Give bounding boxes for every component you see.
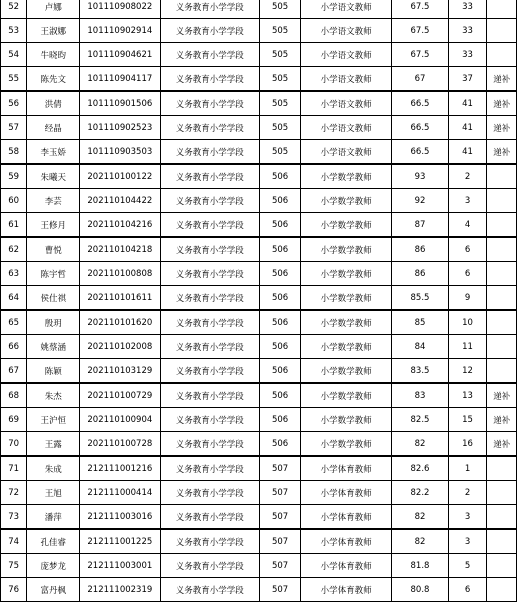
exam-id-cell: 212111002319: [80, 578, 160, 602]
exam-id-cell: 202110101611: [80, 286, 160, 311]
rank-cell: 6: [448, 262, 487, 286]
score-cell: 85.5: [392, 286, 448, 311]
row-number-cell: 54: [1, 43, 27, 67]
exam-id-cell: 202110101620: [80, 310, 160, 335]
rank-cell: 41: [448, 91, 487, 116]
post-name-cell: 小学数学教师: [301, 213, 392, 238]
post-name-cell: 小学数学教师: [301, 432, 392, 457]
table-row: [1, 310, 517, 335]
table-row: [1, 286, 517, 311]
note-cell: 递补: [487, 91, 517, 116]
table-row: [1, 116, 517, 140]
note-cell: [487, 286, 517, 311]
row-number-cell: 64: [1, 286, 27, 311]
exam-id-cell: 212111001216: [80, 456, 160, 481]
rank-cell: 3: [448, 529, 487, 554]
note-cell: [487, 529, 517, 554]
row-number-cell: 57: [1, 116, 27, 140]
post-name-cell: 小学数学教师: [301, 262, 392, 286]
school-stage-cell: 义务教育小学学段: [160, 237, 260, 262]
candidate-name-cell: 陈颖: [27, 359, 80, 384]
rank-cell: 6: [448, 237, 487, 262]
table-row: [1, 164, 517, 189]
rank-cell: 6: [448, 578, 487, 602]
note-cell: [487, 213, 517, 238]
note-cell: [487, 310, 517, 335]
score-cell: 86: [392, 237, 448, 262]
exam-id-cell: 202110100728: [80, 432, 160, 457]
candidate-name-cell: 王修月: [27, 213, 80, 238]
school-stage-cell: 义务教育小学学段: [160, 43, 260, 67]
score-cell: 66.5: [392, 91, 448, 116]
post-code-cell: 505: [260, 0, 301, 19]
post-code-cell: 506: [260, 310, 301, 335]
candidate-name-cell: 陈先文: [27, 67, 80, 92]
note-cell: [487, 335, 517, 359]
post-code-cell: 506: [260, 164, 301, 189]
post-code-cell: 506: [260, 213, 301, 238]
exam-id-cell: 101110903503: [80, 140, 160, 165]
table-row: [1, 383, 517, 408]
post-code-cell: 506: [260, 189, 301, 213]
row-number-cell: 62: [1, 237, 27, 262]
table-row: [1, 456, 517, 481]
rank-cell: 5: [448, 554, 487, 578]
note-cell: [487, 189, 517, 213]
note-cell: [487, 359, 517, 384]
post-code-cell: 506: [260, 408, 301, 432]
row-number-cell: 75: [1, 554, 27, 578]
post-code-cell: 507: [260, 554, 301, 578]
rank-cell: 33: [448, 0, 487, 19]
school-stage-cell: 义务教育小学学段: [160, 335, 260, 359]
score-cell: 82.2: [392, 481, 448, 505]
exam-id-cell: 101110908022: [80, 0, 160, 19]
post-code-cell: 505: [260, 67, 301, 92]
school-stage-cell: 义务教育小学学段: [160, 286, 260, 311]
candidate-name-cell: 孔佳睿: [27, 529, 80, 554]
school-stage-cell: 义务教育小学学段: [160, 310, 260, 335]
exam-id-cell: 202110104216: [80, 213, 160, 238]
exam-id-cell: 212111003016: [80, 505, 160, 530]
exam-id-cell: 202110103129: [80, 359, 160, 384]
rank-cell: 16: [448, 432, 487, 457]
candidate-name-cell: 朱杰: [27, 383, 80, 408]
post-code-cell: 505: [260, 140, 301, 165]
candidate-name-cell: 富丹枫: [27, 578, 80, 602]
table-row: [1, 432, 517, 457]
post-name-cell: 小学语文教师: [301, 67, 392, 92]
rank-cell: 33: [448, 19, 487, 43]
candidate-name-cell: 王淑娜: [27, 19, 80, 43]
candidate-name-cell: 李芸: [27, 189, 80, 213]
note-cell: 递补: [487, 408, 517, 432]
candidate-name-cell: 朱成: [27, 456, 80, 481]
candidate-name-cell: 姚蔡涵: [27, 335, 80, 359]
post-name-cell: 小学数学教师: [301, 189, 392, 213]
score-cell: 82: [392, 529, 448, 554]
school-stage-cell: 义务教育小学学段: [160, 456, 260, 481]
post-code-cell: 507: [260, 529, 301, 554]
post-name-cell: 小学体育教师: [301, 529, 392, 554]
school-stage-cell: 义务教育小学学段: [160, 432, 260, 457]
score-cell: 87: [392, 213, 448, 238]
post-code-cell: 507: [260, 481, 301, 505]
school-stage-cell: 义务教育小学学段: [160, 481, 260, 505]
rank-cell: 9: [448, 286, 487, 311]
exam-id-cell: 202110100122: [80, 164, 160, 189]
rank-cell: 12: [448, 359, 487, 384]
note-cell: [487, 0, 517, 19]
post-code-cell: 506: [260, 286, 301, 311]
rank-cell: 33: [448, 43, 487, 67]
rank-cell: 10: [448, 310, 487, 335]
school-stage-cell: 义务教育小学学段: [160, 359, 260, 384]
post-name-cell: 小学语文教师: [301, 116, 392, 140]
post-code-cell: 506: [260, 262, 301, 286]
score-cell: 67.5: [392, 19, 448, 43]
score-cell: 82: [392, 505, 448, 530]
post-name-cell: 小学数学教师: [301, 310, 392, 335]
table-row: [1, 529, 517, 554]
score-cell: 84: [392, 335, 448, 359]
note-cell: 递补: [487, 140, 517, 165]
row-number-cell: 73: [1, 505, 27, 530]
school-stage-cell: 义务教育小学学段: [160, 505, 260, 530]
row-number-cell: 55: [1, 67, 27, 92]
rank-cell: 37: [448, 67, 487, 92]
candidate-name-cell: 王沪恒: [27, 408, 80, 432]
score-cell: 85: [392, 310, 448, 335]
post-name-cell: 小学数学教师: [301, 383, 392, 408]
post-name-cell: 小学体育教师: [301, 505, 392, 530]
score-cell: 93: [392, 164, 448, 189]
candidate-name-cell: 王露: [27, 432, 80, 457]
table-row: [1, 237, 517, 262]
post-name-cell: 小学体育教师: [301, 456, 392, 481]
note-cell: 递补: [487, 67, 517, 92]
score-cell: 66.5: [392, 140, 448, 165]
score-cell: 67: [392, 67, 448, 92]
row-number-cell: 74: [1, 529, 27, 554]
post-name-cell: 小学语文教师: [301, 19, 392, 43]
candidate-name-cell: 卢娜: [27, 0, 80, 19]
score-cell: 82: [392, 432, 448, 457]
rank-cell: 41: [448, 140, 487, 165]
exam-id-cell: 212111000414: [80, 481, 160, 505]
candidate-name-cell: 朱曦天: [27, 164, 80, 189]
rank-cell: 15: [448, 408, 487, 432]
post-code-cell: 505: [260, 43, 301, 67]
score-cell: 80.8: [392, 578, 448, 602]
school-stage-cell: 义务教育小学学段: [160, 213, 260, 238]
row-number-cell: 66: [1, 335, 27, 359]
exam-id-cell: 202110100729: [80, 383, 160, 408]
table-row: [1, 189, 517, 213]
post-name-cell: 小学数学教师: [301, 335, 392, 359]
post-name-cell: 小学数学教师: [301, 286, 392, 311]
candidate-name-cell: 洪倩: [27, 91, 80, 116]
post-name-cell: 小学语文教师: [301, 91, 392, 116]
exam-id-cell: 202110102008: [80, 335, 160, 359]
rank-cell: 3: [448, 189, 487, 213]
table-row: [1, 67, 517, 92]
school-stage-cell: 义务教育小学学段: [160, 408, 260, 432]
school-stage-cell: 义务教育小学学段: [160, 140, 260, 165]
table-row: [1, 140, 517, 165]
post-code-cell: 507: [260, 456, 301, 481]
table-row: [1, 505, 517, 530]
row-number-cell: 63: [1, 262, 27, 286]
exam-id-cell: 202110104218: [80, 237, 160, 262]
exam-id-cell: 212111003001: [80, 554, 160, 578]
candidate-name-cell: 侯仕祺: [27, 286, 80, 311]
exam-id-cell: 101110904117: [80, 67, 160, 92]
post-name-cell: 小学数学教师: [301, 237, 392, 262]
post-name-cell: 小学语文教师: [301, 0, 392, 19]
candidate-name-cell: 王旭: [27, 481, 80, 505]
note-cell: 递补: [487, 432, 517, 457]
school-stage-cell: 义务教育小学学段: [160, 91, 260, 116]
exam-id-cell: 101110904621: [80, 43, 160, 67]
row-number-cell: 59: [1, 164, 27, 189]
exam-id-cell: 101110902523: [80, 116, 160, 140]
post-name-cell: 小学语文教师: [301, 43, 392, 67]
note-cell: [487, 505, 517, 530]
score-cell: 66.5: [392, 116, 448, 140]
candidate-name-cell: 曹悦: [27, 237, 80, 262]
row-number-cell: 68: [1, 383, 27, 408]
note-cell: [487, 554, 517, 578]
note-cell: [487, 481, 517, 505]
exam-id-cell: 202110104422: [80, 189, 160, 213]
rank-cell: 4: [448, 213, 487, 238]
note-cell: [487, 262, 517, 286]
row-number-cell: 69: [1, 408, 27, 432]
school-stage-cell: 义务教育小学学段: [160, 67, 260, 92]
table-row: [1, 262, 517, 286]
rank-cell: 2: [448, 164, 487, 189]
post-name-cell: 小学体育教师: [301, 554, 392, 578]
post-name-cell: 小学体育教师: [301, 481, 392, 505]
score-cell: 67.5: [392, 0, 448, 19]
table-row: [1, 359, 517, 384]
rank-cell: 11: [448, 335, 487, 359]
post-code-cell: 507: [260, 505, 301, 530]
table-row: [1, 408, 517, 432]
post-name-cell: 小学体育教师: [301, 578, 392, 602]
school-stage-cell: 义务教育小学学段: [160, 554, 260, 578]
rank-cell: 3: [448, 505, 487, 530]
note-cell: [487, 456, 517, 481]
school-stage-cell: 义务教育小学学段: [160, 189, 260, 213]
table-row: [1, 43, 517, 67]
candidate-name-cell: 陈宇哲: [27, 262, 80, 286]
row-number-cell: 70: [1, 432, 27, 457]
note-cell: [487, 43, 517, 67]
score-cell: 82.5: [392, 408, 448, 432]
table-row: [1, 335, 517, 359]
candidate-name-cell: 殷玥: [27, 310, 80, 335]
post-name-cell: 小学语文教师: [301, 140, 392, 165]
post-code-cell: 506: [260, 432, 301, 457]
school-stage-cell: 义务教育小学学段: [160, 19, 260, 43]
table-row: [1, 0, 517, 19]
row-number-cell: 72: [1, 481, 27, 505]
note-cell: [487, 578, 517, 602]
rank-cell: 13: [448, 383, 487, 408]
exam-id-cell: 202110100808: [80, 262, 160, 286]
post-code-cell: 506: [260, 237, 301, 262]
post-code-cell: 506: [260, 359, 301, 384]
table-row: [1, 91, 517, 116]
table-row: [1, 19, 517, 43]
post-name-cell: 小学数学教师: [301, 164, 392, 189]
candidate-name-cell: 牛晓昀: [27, 43, 80, 67]
school-stage-cell: 义务教育小学学段: [160, 578, 260, 602]
post-name-cell: 小学数学教师: [301, 408, 392, 432]
score-cell: 86: [392, 262, 448, 286]
post-code-cell: 507: [260, 578, 301, 602]
roster-body: [1, 0, 517, 602]
exam-id-cell: 101110901506: [80, 91, 160, 116]
rank-cell: 2: [448, 481, 487, 505]
rank-cell: 41: [448, 116, 487, 140]
school-stage-cell: 义务教育小学学段: [160, 262, 260, 286]
note-cell: 递补: [487, 383, 517, 408]
row-number-cell: 61: [1, 213, 27, 238]
row-number-cell: 76: [1, 578, 27, 602]
school-stage-cell: 义务教育小学学段: [160, 383, 260, 408]
score-cell: 81.8: [392, 554, 448, 578]
row-number-cell: 52: [1, 0, 27, 19]
row-number-cell: 65: [1, 310, 27, 335]
candidate-name-cell: 李玉娇: [27, 140, 80, 165]
exam-id-cell: 202110100904: [80, 408, 160, 432]
note-cell: 递补: [487, 116, 517, 140]
post-code-cell: 505: [260, 19, 301, 43]
post-code-cell: 506: [260, 335, 301, 359]
table-row: [1, 578, 517, 602]
school-stage-cell: 义务教育小学学段: [160, 164, 260, 189]
note-cell: [487, 164, 517, 189]
note-cell: [487, 237, 517, 262]
note-cell: [487, 19, 517, 43]
candidate-name-cell: 庞梦龙: [27, 554, 80, 578]
row-number-cell: 56: [1, 91, 27, 116]
row-number-cell: 60: [1, 189, 27, 213]
score-cell: 83.5: [392, 359, 448, 384]
post-name-cell: 小学数学教师: [301, 359, 392, 384]
row-number-cell: 67: [1, 359, 27, 384]
post-code-cell: 505: [260, 91, 301, 116]
exam-id-cell: 101110902914: [80, 19, 160, 43]
score-cell: 67.5: [392, 43, 448, 67]
table-row: [1, 554, 517, 578]
school-stage-cell: 义务教育小学学段: [160, 0, 260, 19]
school-stage-cell: 义务教育小学学段: [160, 529, 260, 554]
score-cell: 92: [392, 189, 448, 213]
score-cell: 82.6: [392, 456, 448, 481]
table-row: [1, 481, 517, 505]
post-code-cell: 506: [260, 383, 301, 408]
table-row: [1, 213, 517, 238]
row-number-cell: 53: [1, 19, 27, 43]
exam-id-cell: 212111001225: [80, 529, 160, 554]
post-code-cell: 505: [260, 116, 301, 140]
row-number-cell: 71: [1, 456, 27, 481]
candidate-name-cell: 经晶: [27, 116, 80, 140]
score-cell: 83: [392, 383, 448, 408]
candidate-name-cell: 潘萍: [27, 505, 80, 530]
row-number-cell: 58: [1, 140, 27, 165]
school-stage-cell: 义务教育小学学段: [160, 116, 260, 140]
rank-cell: 1: [448, 456, 487, 481]
